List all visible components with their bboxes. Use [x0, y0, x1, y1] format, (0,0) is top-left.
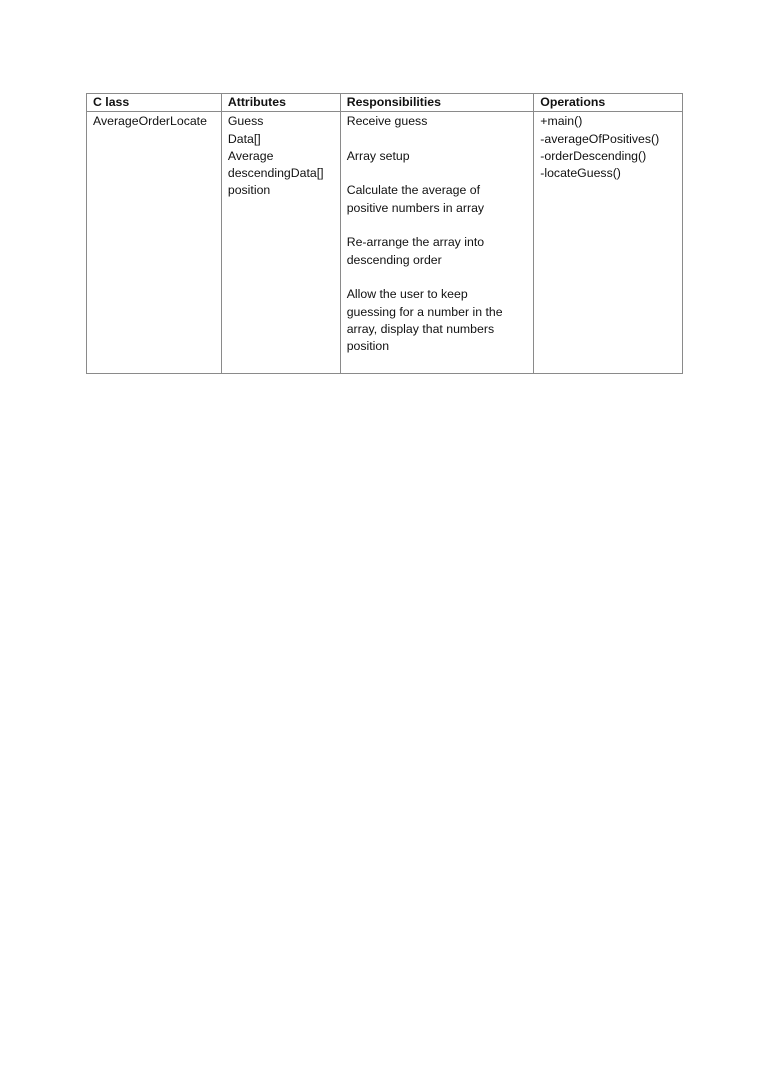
- responsibility: Calculate the average of: [346, 183, 480, 198]
- responsibility: position: [346, 339, 390, 354]
- attributes-cell: [221, 112, 340, 374]
- responsibilities-cell: [340, 112, 534, 374]
- header-operations: Operations: [534, 94, 683, 112]
- responsibility: guessing for a number in the: [346, 304, 503, 319]
- operation: -averageOfPositives(): [540, 131, 660, 146]
- header-responsibilities: Responsibilities: [340, 94, 534, 112]
- operation: +main(): [540, 114, 583, 129]
- class-responsibility-table: [86, 93, 683, 374]
- responsibility: descending order: [346, 252, 442, 267]
- operations-cell: [534, 112, 683, 374]
- class-cell: [87, 112, 222, 374]
- attribute: Guess: [227, 114, 264, 129]
- attribute: position: [227, 183, 271, 198]
- attribute: Average: [227, 148, 274, 163]
- attribute: Data[]: [227, 131, 261, 146]
- header-row: [87, 94, 683, 112]
- header-attributes: Attributes: [221, 94, 340, 112]
- table-row: [87, 112, 683, 374]
- operation: -locateGuess(): [540, 166, 621, 181]
- header-class: C lass: [87, 94, 222, 112]
- responsibility: positive numbers in array: [346, 200, 485, 215]
- attribute: descendingData[]: [227, 166, 324, 181]
- responsibility: Allow the user to keep: [346, 287, 468, 302]
- operation: -orderDescending(): [540, 148, 647, 163]
- responsibility: array, display that numbers: [346, 321, 495, 336]
- responsibility: Array setup: [346, 148, 410, 163]
- responsibility: Receive guess: [346, 114, 428, 129]
- responsibility: Re-arrange the array into: [346, 235, 485, 250]
- class-name: AverageOrderLocate: [93, 114, 207, 129]
